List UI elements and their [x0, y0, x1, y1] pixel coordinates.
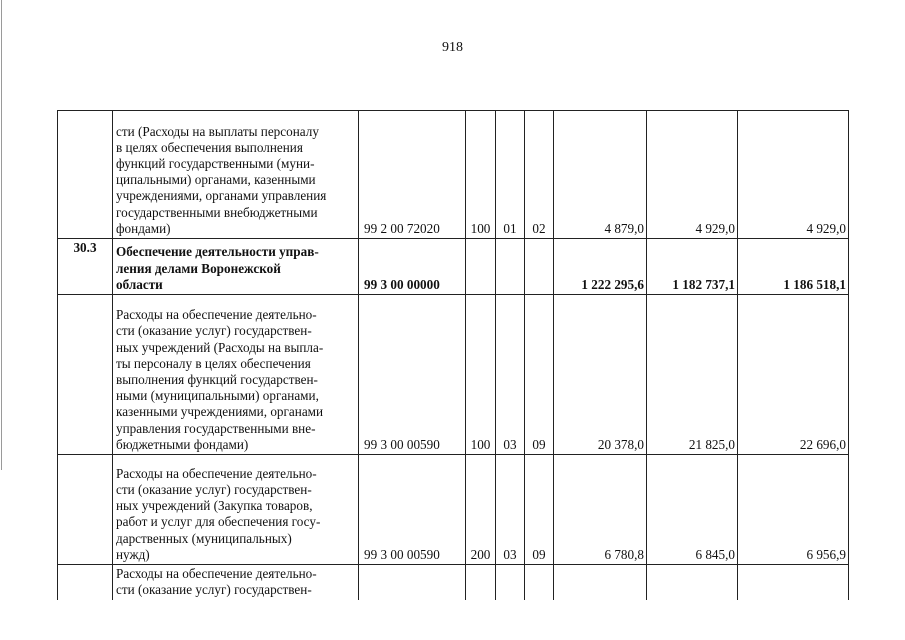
description-cell: Расходы на обеспечение деятельно- сти (оказание услуг) государствен- — [113, 565, 359, 600]
amount-year2-cell: 4 929,0 — [647, 111, 738, 239]
table-row — [58, 295, 849, 455]
table-row — [58, 565, 849, 600]
section-cell — [496, 565, 525, 600]
expense-type-cell — [466, 239, 496, 295]
expense-type-cell: 200 — [466, 455, 496, 565]
section-cell: 01 — [496, 111, 525, 239]
row-number-cell — [58, 455, 113, 565]
target-code-cell: 99 3 00 00590 — [359, 455, 466, 565]
amount-year3-cell: 1 186 518,1 — [738, 239, 849, 295]
subsection-cell: 09 — [525, 455, 554, 565]
amount-year1-cell: 1 222 295,6 — [554, 239, 647, 295]
expense-type-cell: 100 — [466, 111, 496, 239]
amount-year1-cell — [554, 565, 647, 600]
amount-year2-cell: 1 182 737,1 — [647, 239, 738, 295]
subsection-cell: 09 — [525, 295, 554, 455]
table-row — [58, 239, 849, 295]
expense-type-cell — [466, 565, 496, 600]
description-cell: сти (Расходы на выплаты персоналу в целях обеспечения выполнения функций государственными (муни- ципальными) органами, казенными учреждениями, органами управления государственными внебюджетными фондами) — [113, 111, 359, 239]
amount-year2-cell — [647, 565, 738, 600]
section-cell — [496, 239, 525, 295]
target-code-cell: 99 3 00 00590 — [359, 295, 466, 455]
row-number-cell: 30.3 — [58, 239, 113, 295]
target-code-cell: 99 2 00 72020 — [359, 111, 466, 239]
description-cell: Обеспечение деятельности управ- ления делами Воронежской области — [113, 239, 359, 295]
target-code-cell: 99 3 00 00000 — [359, 239, 466, 295]
amount-year3-cell: 6 956,9 — [738, 455, 849, 565]
left-margin-rule — [1, 0, 2, 470]
amount-year2-cell: 6 845,0 — [647, 455, 738, 565]
amount-year1-cell: 4 879,0 — [554, 111, 647, 239]
target-code-cell — [359, 565, 466, 600]
table-row — [58, 111, 849, 239]
amount-year2-cell: 21 825,0 — [647, 295, 738, 455]
subsection-cell — [525, 239, 554, 295]
page-number: 918 — [442, 40, 463, 55]
amount-year3-cell: 4 929,0 — [738, 111, 849, 239]
subsection-cell: 02 — [525, 111, 554, 239]
amount-year3-cell — [738, 565, 849, 600]
section-cell: 03 — [496, 295, 525, 455]
amount-year1-cell: 20 378,0 — [554, 295, 647, 455]
description-cell: Расходы на обеспечение деятельно- сти (оказание услуг) государствен- ных учреждений (Закупка товаров, работ и услуг для обеспечения госу- дарственных (муниципальных) нужд) — [113, 455, 359, 565]
expense-type-cell: 100 — [466, 295, 496, 455]
amount-year3-cell: 22 696,0 — [738, 295, 849, 455]
section-cell: 03 — [496, 455, 525, 565]
table-row — [58, 455, 849, 565]
subsection-cell — [525, 565, 554, 600]
budget-table-container — [57, 110, 848, 600]
row-number-cell — [58, 295, 113, 455]
amount-year1-cell: 6 780,8 — [554, 455, 647, 565]
description-cell: Расходы на обеспечение деятельно- сти (оказание услуг) государствен- ных учреждений (Расходы на выпла- ты персоналу в целях обеспечения выполнения функций государствен- ными (муниципальными) органами, казенными учреждениями, органами управления государственными вне- бюджетными фондами) — [113, 295, 359, 455]
row-number-cell — [58, 111, 113, 239]
row-number-cell — [58, 565, 113, 600]
budget-table — [57, 110, 849, 600]
